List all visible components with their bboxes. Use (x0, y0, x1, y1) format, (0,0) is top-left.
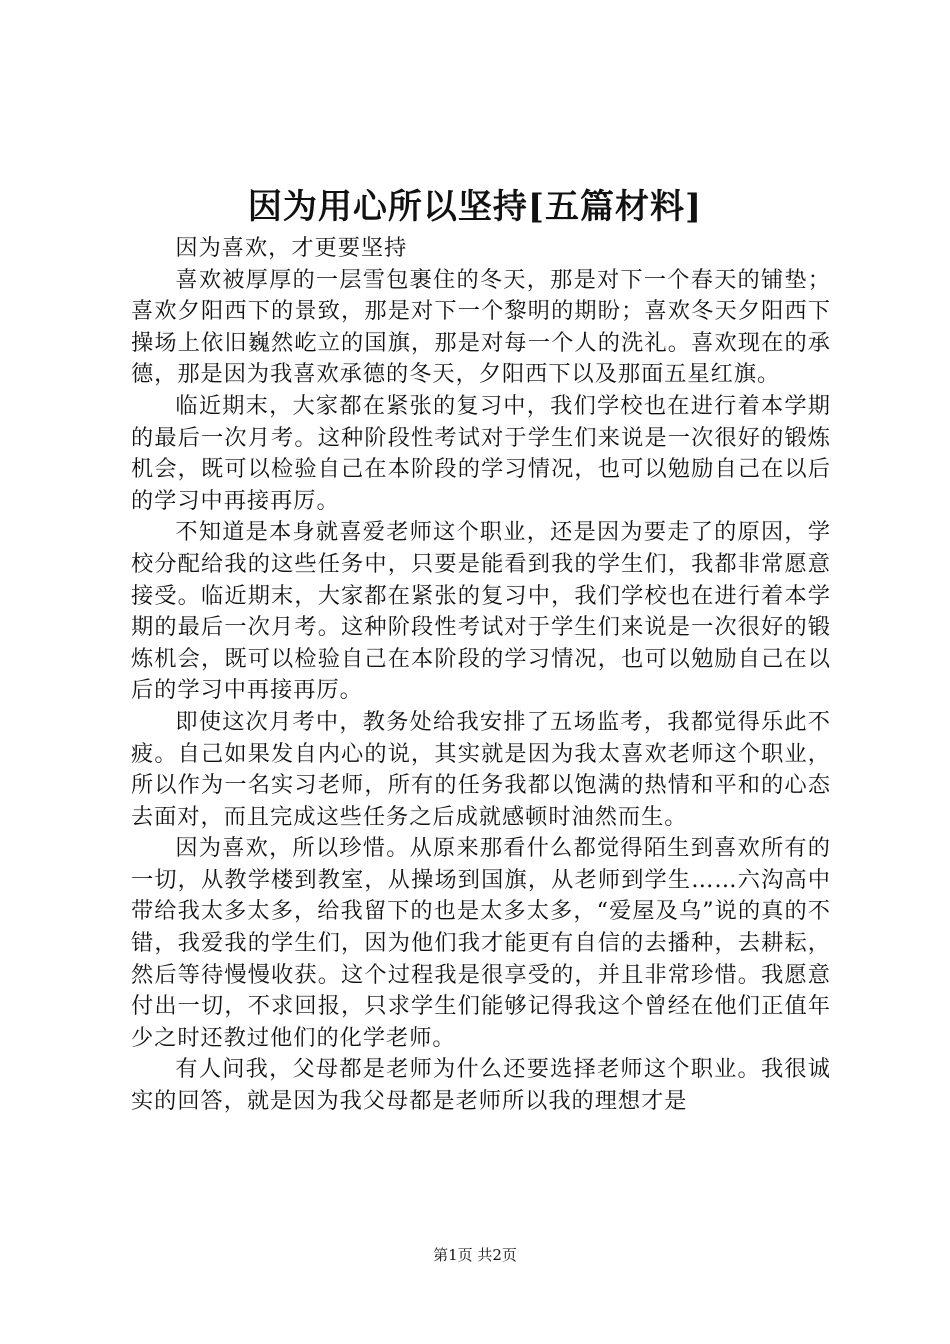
paragraph-2: 喜欢被厚厚的一层雪包裹住的冬天，那是对下一个春天的铺垫；喜欢夕阳西下的景致，那是对下一个黎明的期盼；喜欢冬天夕阳西下操场上依旧巍然屹立的国旗，那是对每一个人的洗礼。喜欢现在的承德，那是因为我喜欢承德的冬天，夕阳西下以及那面五星红旗。 (131, 266, 831, 388)
page-footer: 第1页 共2页 (433, 1246, 517, 1264)
paragraph-1: 因为喜欢，才更要坚持 (175, 235, 408, 261)
paragraph-6: 因为喜欢，所以珍惜。从原来那看什么都觉得陌生到喜欢所有的一切，从教学楼到教室，从操场到国旗，从老师到学生……六沟高中带给我太多太多，给我留下的也是太多太多，“爱屋及乌”说的真的不错，我爱我的学生们，因为他们我才能更有自信的去播种，去耕耘，然后等待慢慢收获。这个过程我是很享受的，并且非常珍惜。我愿意付出一切，不求回报，只求学生们能够记得我这个曾经在他们正值年少之时还教过他们的化学老师。 (131, 835, 831, 1051)
document-body (131, 233, 831, 1118)
paragraph-5: 即使这次月考中，教务处给我安排了五场监考，我都觉得乐此不疲。自己如果发自内心的说，其实就是因为我太喜欢老师这个职业，所以作为一名实习老师，所有的任务我都以饱满的热情和平和的心态去面对，而且完成这些任务之后成就感顿时油然而生。 (131, 708, 831, 830)
paragraph-4: 不知道是本身就喜爱老师这个职业，还是因为要走了的原因，学校分配给我的这些任务中，只要是能看到我的学生们，我都非常愿意接受。临近期末，大家都在紧张的复习中，我们学校也在进行着本学期的最后一次月考。这种阶段性考试对于学生们来说是一次很好的锻炼机会，既可以检验自己在本阶段的学习情况，也可以勉励自己在以后的学习中再接再厉。 (131, 519, 831, 704)
paragraph-7: 有人问我，父母都是老师为什么还要选择老师这个职业。我很诚实的回答，就是因为我父母都是老师所以我的理想才是 (131, 1056, 831, 1115)
paragraph-3: 临近期末，大家都在紧张的复习中，我们学校也在进行着本学期的最后一次月考。这种阶段性考试对于学生们来说是一次很好的锻炼机会，既可以检验自己在本阶段的学习情况，也可以勉励自己在以后的学习中再接再厉。 (131, 392, 831, 514)
document-title: 因为用心所以坚持[五篇材料] (247, 187, 703, 227)
